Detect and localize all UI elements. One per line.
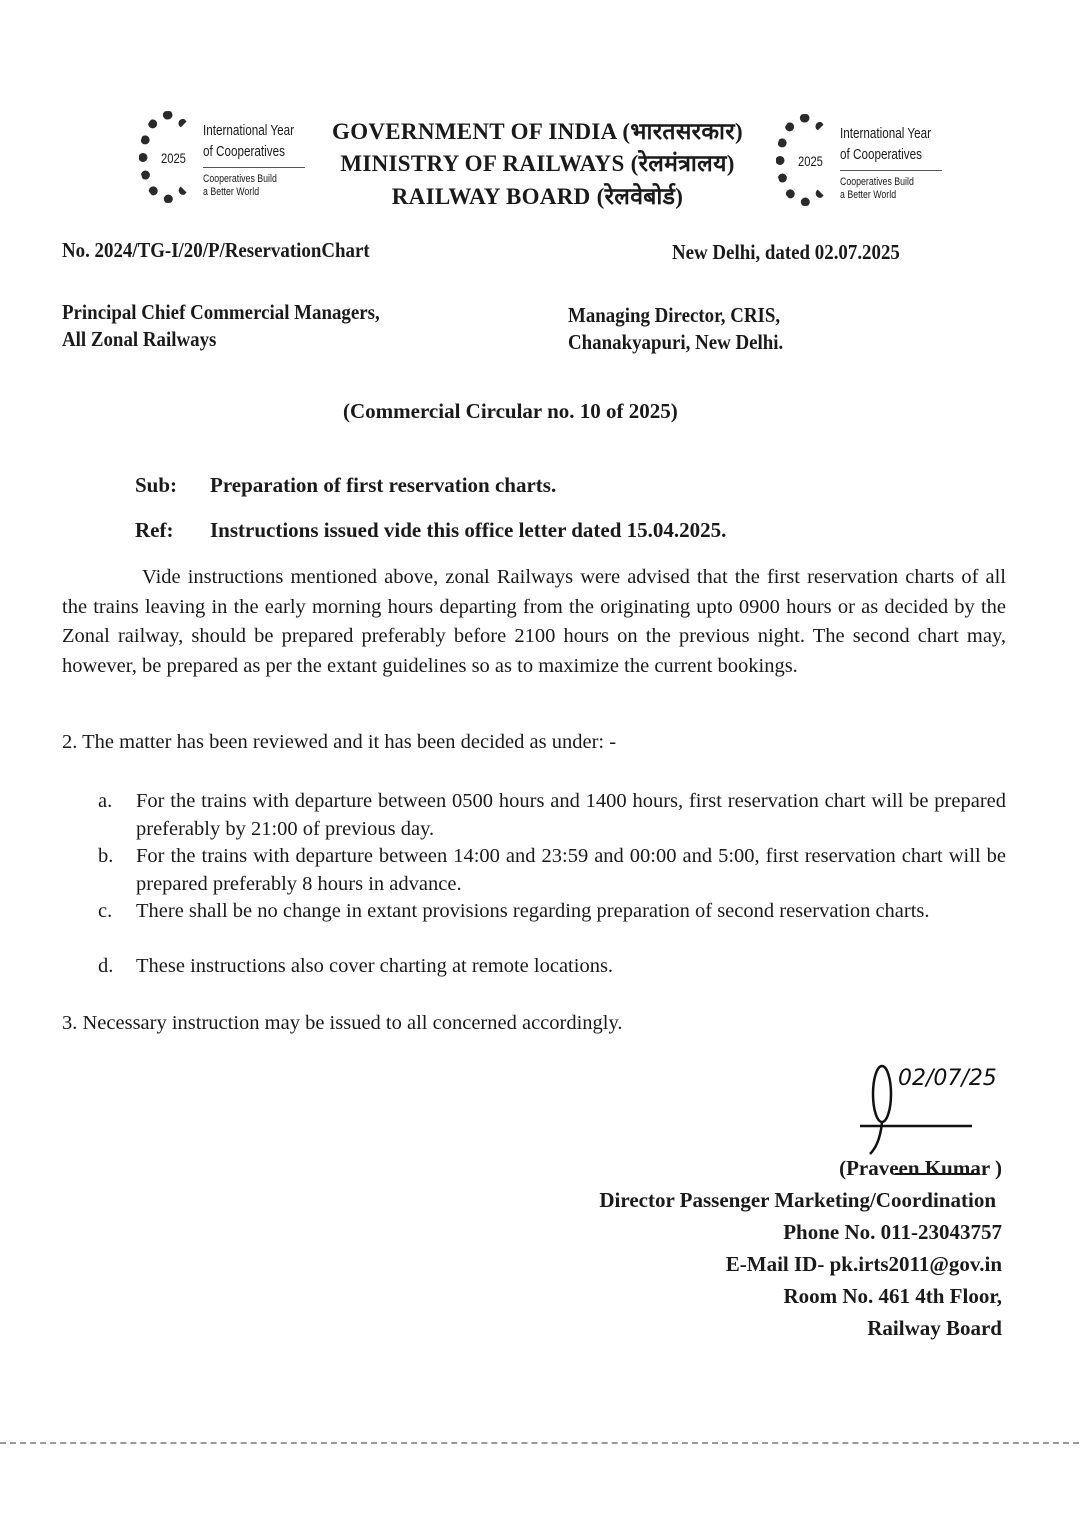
- signatory-phone: Phone No. 011-23043757: [783, 1220, 1002, 1244]
- signatory-name: (Praveen Kumar ): [839, 1156, 1002, 1180]
- signatory-room: Room No. 461 4th Floor,: [783, 1284, 1002, 1308]
- list-text: There shall be no change in extant provisions regarding preparation of second reservation charts.: [136, 900, 930, 922]
- paragraph-1-text: Vide instructions mentioned above, zonal Railways were advised that the first reservation charts of all the trains leaving in the early morning hours departing from the originating upto 0900 hours or as decided by the Zonal railway, should be prepared preferably before 2100 hours on the previous night. The second chart may, however, be prepared as per the extant guidelines so as to maximize the current bookings.: [62, 566, 1006, 677]
- list-text: For the trains with departure between 0500 hours and 1400 hours, first reservation chart will be prepared preferably by 21:00 of previous day.: [136, 790, 1006, 840]
- logo-tagline-line2: a Better World: [840, 189, 897, 201]
- list-marker: b.: [98, 845, 114, 867]
- signatory-designation: Director Passenger Marketing/Coordination: [599, 1188, 996, 1212]
- page-fold-line: [0, 1442, 1079, 1444]
- list-marker: c.: [98, 900, 113, 922]
- addressee-right-line2: Chanakyapuri, New Delhi.: [568, 330, 784, 354]
- letterhead-ministry: MINISTRY OF RAILWAYS (रेलमंत्रालय): [340, 151, 735, 176]
- logo-year: 2025: [161, 150, 186, 166]
- decision-item-c: [98, 898, 1006, 926]
- logo-title-line1: International Year: [203, 122, 295, 139]
- list-text: These instructions also cover charting at remote locations.: [136, 955, 614, 977]
- letterhead-board: RAILWAY BOARD (रेलवेबोर्ड): [391, 184, 684, 209]
- body-paragraph-2: 2. The matter has been reviewed and it has been decided as under: -: [62, 731, 617, 753]
- logo-title-line2: of Cooperatives: [203, 143, 285, 160]
- subject-text: Preparation of first reservation charts.: [210, 473, 557, 497]
- list-text: For the trains with departure between 14:00 and 23:59 and 00:00 and 5:00, first reservation chart will be prepared preferably 8 hours in advance.: [136, 845, 1006, 895]
- decision-item-d: [98, 953, 1006, 981]
- addressee-left-line2: All Zonal Railways: [62, 327, 217, 351]
- reference-text: Instructions issued vide this office letter dated 15.04.2025.: [210, 518, 727, 542]
- reference-label: Ref:: [135, 518, 174, 542]
- subject-label: Sub:: [135, 473, 178, 497]
- letterhead-government: GOVERNMENT OF INDIA (भारतसरकार): [332, 119, 743, 144]
- body-paragraph-1: [62, 563, 1006, 681]
- logo-tagline-line2: a Better World: [203, 186, 260, 198]
- circular-title: (Commercial Circular no. 10 of 2025): [343, 399, 678, 423]
- addressee-right-line1: Managing Director, CRIS,: [568, 303, 781, 327]
- logo-title-line1: International Year: [840, 125, 932, 142]
- place-date: New Delhi, dated 02.07.2025: [672, 240, 900, 264]
- decision-item-a: [98, 788, 1006, 843]
- logo-tagline-line1: Cooperatives Build: [203, 173, 277, 185]
- handwritten-date: 02/07/25: [898, 1066, 997, 1091]
- body-paragraph-3: 3. Necessary instruction may be issued to all concerned accordingly.: [62, 1012, 623, 1034]
- list-marker: d.: [98, 955, 114, 977]
- logo-title-line2: of Cooperatives: [840, 146, 922, 163]
- logo-tagline-line1: Cooperatives Build: [840, 176, 914, 188]
- addressee-left-line1: Principal Chief Commercial Managers,: [62, 300, 380, 324]
- reference-number: No. 2024/TG-I/20/P/ReservationChart: [62, 238, 370, 262]
- signatory-email: E-Mail ID- pk.irts2011@gov.in: [725, 1252, 1002, 1276]
- list-marker: a.: [98, 790, 113, 812]
- signatory-office: Railway Board: [867, 1316, 1002, 1340]
- decision-item-b: [98, 843, 1006, 898]
- logo-year: 2025: [798, 153, 823, 169]
